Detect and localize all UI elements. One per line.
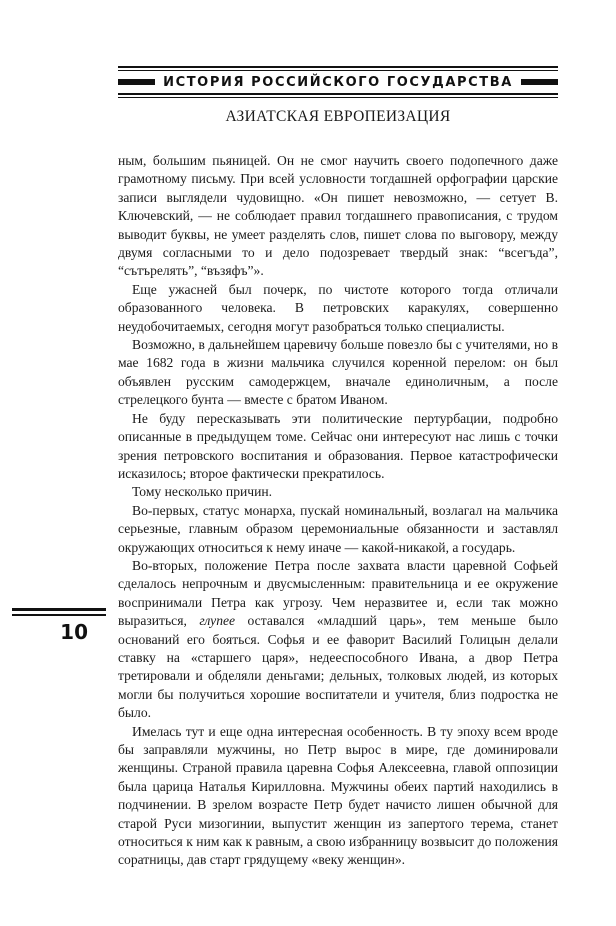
header-bottom-rule — [118, 93, 558, 95]
chapter-title: АЗИАТСКАЯ ЕВРОПЕИЗАЦИЯ — [225, 108, 451, 125]
page-number: 10 — [60, 620, 88, 644]
paragraph-7 — [118, 557, 558, 723]
series-band — [118, 73, 558, 91]
band-line-right — [521, 79, 558, 85]
paragraph-7-part-a: Во-вторых, положение Петра после захвата власти царевной Софьей сделалось непрочным и двусмысленным: правительница и ее окружение воспринимали Петра как угрозу. Чем неразвитее и, если так можно выразиться, — [118, 557, 558, 629]
paragraph-7-italic-word: глупее — [199, 613, 236, 629]
band-line-left — [118, 79, 155, 85]
folio-rule-thick — [12, 608, 106, 611]
series-title: ИСТОРИЯ РОССИЙСКОГО ГОСУДАРСТВА — [163, 74, 513, 90]
paragraph-1: ным, большим пьяницей. Он не смог научить своего подопечного даже грамотному письму. При всей условности тогдашней орфографии царские записи выглядели чудовищно. «Он пишет невозможно, — сетует В. Ключевский, — не соблюдает правил тогдашнего правописания, с трудом выводит буквы, не умеет разделять слов, пишет слова по выговору, между двумя согласными то и дело подозревает твердый знак: “всегъда”, “сътърелять”, “възяфъ”». — [118, 153, 558, 279]
paragraph-3: Возможно, в дальнейшем царевичу больше повезло бы с учителями, но в мае 1682 года в жизни мальчика случился коренной перелом: он был объявлен русским самодержцем, вначале единоличным, а после стрелецкого бунта — вместе с братом Иваном. — [118, 337, 558, 408]
paragraph-5: Тому несколько причин. — [132, 484, 273, 500]
paragraph-8: Имелась тут и еще одна интересная особенность. В ту эпоху всем вроде бы заправляли мужчины, но Петр вырос в мире, где доминировали женщины. Страной правила царевна Софья Алексеевна, главой оппозиции была царица Наталья Кирилловна. Мужчины обеих партий находились в подчинении. В зрелом возрасте Петр будет начисто лишен обычной для старой Руси мизогинии, выпустит женщин из запертого терема, станет относиться к ним как к равным, а свою избранницу возвысит до положения соратницы, дав старт грядущему «веку женщин». — [118, 723, 558, 868]
running-header — [118, 66, 558, 106]
folio-rule-thin — [12, 614, 106, 616]
body-text — [118, 152, 558, 870]
paragraph-6: Во-первых, статус монарха, пускай номинальный, возлагал на мальчика серьезные, главным образом церемониальные обязанности и заставлял окружающих относиться к нему иначе — какой-никакой, а государь. — [118, 502, 558, 555]
folio — [12, 608, 106, 648]
header-bottom-thin-rule — [118, 97, 558, 98]
paragraph-4: Не буду пересказывать эти политические пертурбации, подробно описанные в предыдущем томе. Сейчас они интересуют нас лишь с точки зрения петровского воспитания и образования. Первое катастрофически исказилось; второе фактически прекратилось. — [118, 410, 558, 481]
paragraph-2: Еще ужасней был почерк, по чистоте которого тогда отличали образованного человека. В петровских каракулях, совершенно неудобочитаемых, сегодня могут разобраться только специалисты. — [118, 281, 558, 334]
header-top-rule — [118, 66, 558, 68]
header-top-thin-rule — [118, 70, 558, 71]
paragraph-7-part-b: оставался «младший царь», тем меньше было оснований его бояться. Софья и ее фаворит Василий Голицын делали ставку на «старшего царя», недееспособного Ивана, а двор Петра третировали и обделяли деньгами; дельных, толковых людей, из которых могли бы получиться хорошие воспитатели и учителя, близ подростка не было. — [118, 613, 559, 721]
